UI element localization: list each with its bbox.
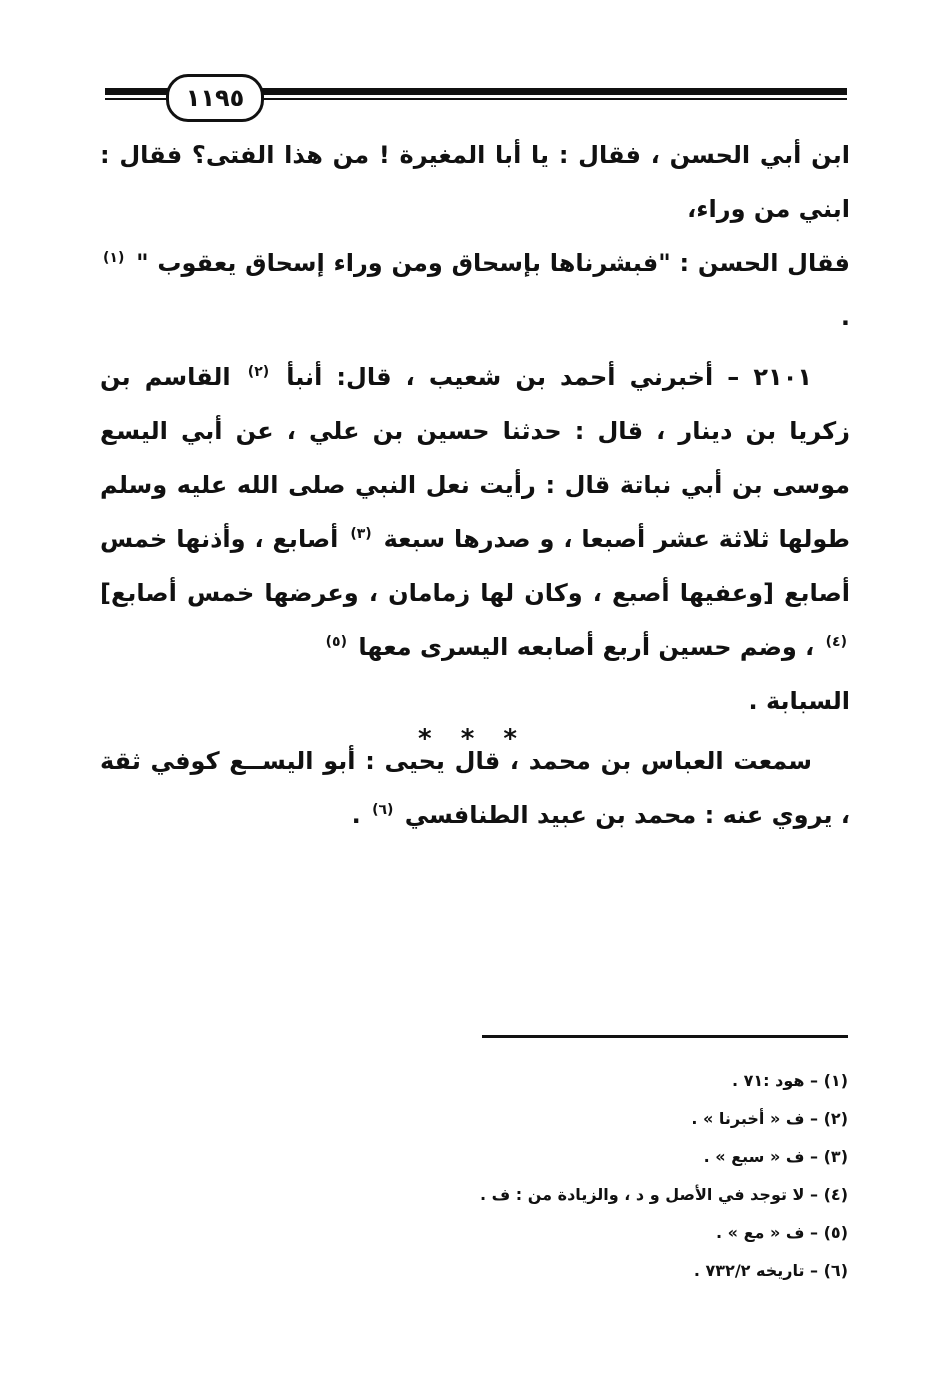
footnote-6: (٦) – تاريخه ٧٣٢/٢ .: [693, 1261, 848, 1280]
paragraph-2: [100, 350, 850, 728]
footnote-3: (٣) – ف « سبع » .: [703, 1147, 848, 1166]
paragraph-2-part-c: أصابع ، وأذنها خمس أصابع [وعفيها أصبع ، وكان لها زمامان ، وعرضها خمس أصابع]: [100, 525, 850, 607]
paragraph-1-end: .: [840, 303, 850, 331]
footnote-1: (١) – هود :٧١ .: [731, 1071, 848, 1090]
footnote-ref-5: (٥): [325, 634, 347, 650]
footnote-ref-2: (٢): [247, 364, 270, 380]
paragraph-1-line-2: فقال الحسن : "فبشرناها بإسحاق ومن وراء إسحاق يعقوب ": [136, 249, 851, 277]
footnote-divider: [482, 1035, 848, 1038]
paragraph-2-part-b: القاسم بن زكريا بن دينار ، قال : حدثنا حسين بن علي ، عن أبي اليسع موسى بن أبي نباتة قال : رأيت نعل النبي صلى الله عليه وسلم طولها ثلاثة عشر أصبعا ، و صدرها سبعة: [100, 363, 851, 553]
footnotes: [420, 1062, 848, 1290]
footnote-ref-1: (١): [103, 250, 125, 266]
paragraph-2-part-e: السبابة .: [748, 687, 850, 715]
footnote-2: (٢) – ف « أخبرنا » .: [691, 1109, 848, 1128]
footnote-4: (٤) – لا توجد في الأصل و د ، والزيادة من : ف .: [480, 1185, 848, 1204]
footnote-ref-3: (٣): [350, 526, 372, 542]
paragraph-1-line-1: ابن أبي الحسن ، فقال : يا أبا المغيرة ! من هذا الفتى؟ فقال : ابني من وراء،: [100, 141, 850, 223]
paragraph-2-part-a: ٢١٠١ – أخبرني أحمد بن شعيب ، قال: أنبأ: [286, 363, 812, 391]
page-number: ١١٩٥: [166, 74, 264, 122]
footnote-ref-6: (٦): [372, 802, 394, 818]
footnote-ref-4: (٤): [825, 634, 847, 650]
paragraph-3-end: .: [351, 801, 361, 829]
paragraph-1: [100, 128, 850, 344]
footnote-5: (٥) – ف « مع » .: [716, 1223, 848, 1242]
paragraph-2-part-d: ، وضم حسين أربع أصابعه اليسرى معها: [358, 633, 815, 661]
section-separator: * * *: [418, 724, 527, 754]
page-header: [0, 0, 945, 130]
paragraph-3-part-a: سمعت العباس بن محمد ، قال يحيى : أبو اليســع كوفي ثقة ، يروي عنه : محمد بن عبيد الطنافسي: [100, 747, 850, 829]
